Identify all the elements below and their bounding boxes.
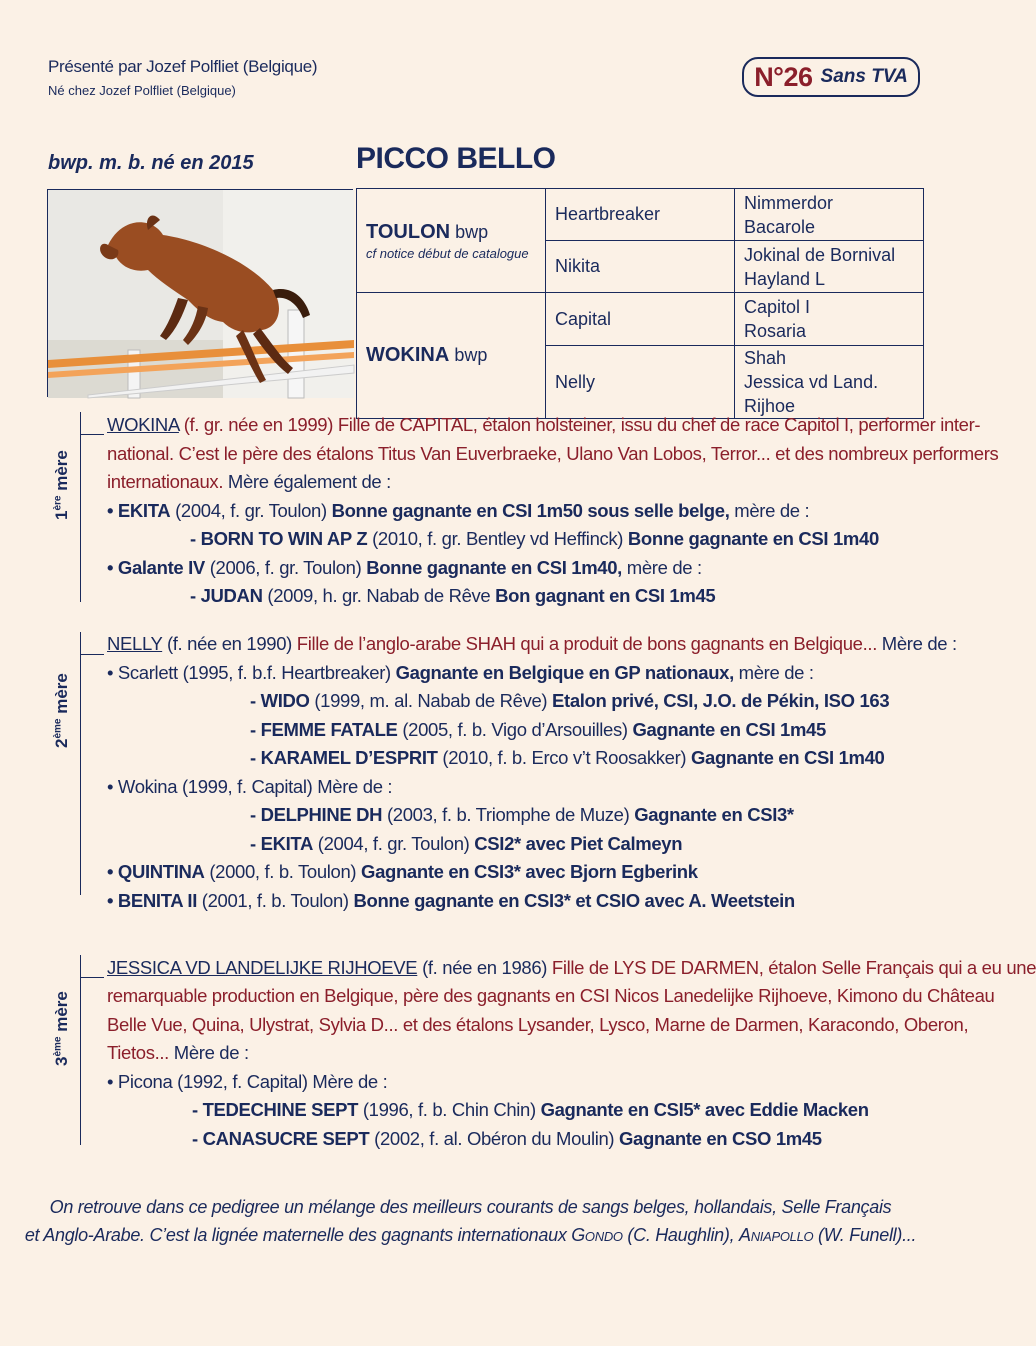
summary-line: On retrouve dans ce pedigree un mélange des meilleurs courants de sangs belges, hollandais, Selle Français [49,1197,892,1217]
great-grandparent: Shah [744,348,787,368]
horse-photo [47,189,353,397]
generation-label-first: 1ère mère [52,450,71,520]
grandparent-cell: Nelly [546,346,735,419]
third-dam-line: • Picona (1992, f. Capital) Mère de : [107,1071,388,1092]
grandparent-cell: Heartbreaker [546,189,735,241]
great-grandparent: Jessica vd Land. Rijhoe [744,372,879,416]
great-grandparent: Hayland L [744,268,826,289]
great-grandparent: Rosaria [744,321,807,341]
second-dam-line: • Scarlett (1995, f. b.f. Heartbreaker) Gagnante en Belgique en GP nationaux, mère de : [107,662,814,683]
first-dam-line: • EKITA (2004, f. gr. Toulon) Bonne gagnante en CSI 1m50 sous selle belge, mère de : [107,500,810,521]
horse-description: bwp. m. b. né en 2015 [48,152,254,174]
first-dam-line: - JUDAN (2009, h. gr. Nabab de Rêve Bon gagnant en CSI 1m45 [190,585,716,606]
section-divider [80,955,81,1145]
first-dam-line: - BORN TO WIN AP Z (2010, f. gr. Bentley vd Heffinck) Bonne gagnante en CSI 1m40 [190,528,879,549]
great-grandparent-cell [735,293,924,346]
second-dam-line: • Wokina (1999, f. Capital) Mère de : [107,776,393,797]
second-dam-line: - DELPHINE DH (2003, f. b. Triomphe de Muze) Gagnante en CSI3* [250,804,794,825]
sire-name: TOULON [366,220,451,243]
pedigree-table [356,188,924,419]
vat-label: Sans TVA [820,66,908,87]
section-divider [80,434,104,435]
great-grandparent-cell [735,189,924,241]
sire-cell [357,189,546,293]
pedigree-summary [0,1193,941,1249]
third-dam-line: remarquable production en Belgique, père des gagnants en CSI Nicos Lanedelijke Rijhoeve, Kimono du Château [107,985,995,1006]
second-dam-line: - KARAMEL D’ESPRIT (2010, f. b. Erco v’t Roosakker) Gagnante en CSI 1m40 [250,747,885,768]
sire-studbook: bwp [455,221,489,242]
second-dam-line: - FEMME FATALE (2005, f. b. Vigo d’Arsouilles) Gagnante en CSI 1m45 [250,719,826,740]
great-grandparent-cell [735,241,924,293]
generation-label-third: 3ème mère [52,991,71,1066]
third-dam-line: Belle Vue, Quina, Ulystrat, Sylvia D... et des étalons Lysander, Lysco, Marne de Darmen, Karacondo, Oberon, [107,1014,969,1035]
second-dam-line: NELLY (f. née en 1990) Fille de l’anglo-arabe SHAH qui a produit de bons gagnants en Belgique... Mère de : [107,633,957,654]
generation-label-second: 2ème mère [52,673,71,748]
third-dam-line: Tietos... Mère de : [107,1042,249,1063]
great-grandparent: Nimmerdor [744,192,834,213]
second-dam-line: • QUINTINA (2000, f. b. Toulon) Gagnante en CSI3* avec Bjorn Egberink [107,861,698,882]
grandparent-cell: Nikita [546,241,735,293]
presenter-line: Présenté par Jozef Polfliet (Belgique) [48,57,318,76]
second-dam-line: - EKITA (2004, f. gr. Toulon) CSI2* avec Piet Calmeyn [250,833,683,854]
lot-badge [742,57,920,97]
section-divider [80,977,104,978]
horse-jumping-illustration [48,190,354,398]
second-dam-line: - WIDO (1999, m. al. Nabab de Rêve) Etalon privé, CSI, J.O. de Pékin, ISO 163 [250,690,890,711]
grandparent-cell: Capital [546,293,735,346]
great-grandparent: Jokinal de Bornival [744,244,896,265]
breeder-line: Né chez Jozef Polfliet (Belgique) [48,83,236,98]
horse-name: PICCO BELLO [356,142,556,175]
great-grandparent-cell [735,346,924,419]
great-grandparent: Capitol I [744,297,811,317]
section-divider [80,412,81,602]
great-grandparent: Bacarole [744,216,816,237]
second-dam-line: • BENITA II (2001, f. b. Toulon) Bonne gagnante en CSI3* et CSIO avec A. Weetstein [107,890,795,911]
third-dam-line: - TEDECHINE SEPT (1996, f. b. Chin Chin) Gagnante en CSI5* avec Eddie Macken [192,1099,869,1120]
sire-note: cf notice début de catalogue [366,245,529,261]
dam-name: WOKINA [366,344,450,366]
first-dam-line: WOKINA (f. gr. née en 1999) Fille de CAPITAL, étalon holsteiner, issu du chef de race Capitol I, performer inter- [107,414,981,435]
lot-number: N°26 [754,61,813,92]
dam-cell [357,293,546,419]
dam-studbook: bwp [454,345,488,365]
first-dam-line: internationaux. Mère également de : [107,471,391,492]
third-dam-line: - CANASUCRE SEPT (2002, f. al. Obéron du Moulin) Gagnante en CSO 1m45 [192,1128,822,1149]
section-divider [80,632,81,895]
first-dam-line: • Galante IV (2006, f. gr. Toulon) Bonne gagnante en CSI 1m40, mère de : [107,557,702,578]
first-dam-line: national. C’est le père des étalons Titus Van Euverbraeke, Ulano Van Lobos, Terror... et des nombreux performers [107,443,999,464]
summary-line: et Anglo-Arabe. C’est la lignée maternelle des gagnants internationaux Gondo (C. Haughlin), Aniapollo (W. Funell)... [24,1225,917,1245]
section-divider [80,654,104,655]
third-dam-line: JESSICA VD LANDELIJKE RIJHOEVE (f. née en 1986) Fille de LYS DE DARMEN, étalon Selle Français qui a eu une [107,957,1036,978]
